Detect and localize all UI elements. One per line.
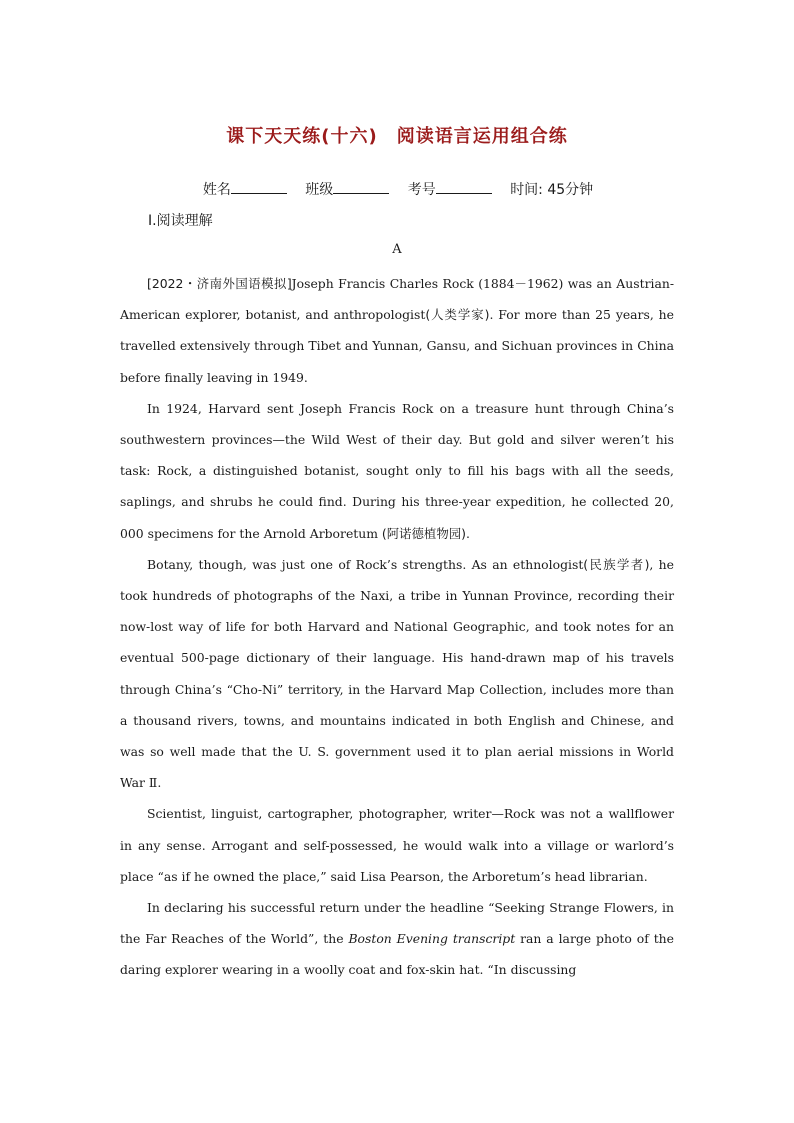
paragraph-3-text-a: Botany, though, was just one of Rock’s strengths. As an ethnologist <box>147 556 584 572</box>
paragraph-5-text-a: In declaring his successful return under the headline “Seeking Strange Flowers, in the Far Reaches of the World”, the <box>120 900 674 947</box>
paragraph-2-text-b: . <box>465 525 470 541</box>
exam-number-label: 考号 <box>407 182 436 198</box>
passage-label: A <box>392 242 402 257</box>
class-label: 班级 <box>305 182 334 198</box>
passage-body <box>120 268 674 986</box>
paragraph-3 <box>120 549 674 799</box>
annotation: (民族学者) <box>583 556 650 572</box>
exam-number-blank[interactable] <box>436 179 492 194</box>
student-info-line <box>0 179 794 199</box>
time-limit: 时间: 45分钟 <box>510 182 594 198</box>
section-heading: Ⅰ.阅读理解 <box>148 213 213 229</box>
paragraph-4: Scientist, linguist, cartographer, photographer, writer—Rock was not a wallflower in any sense. Arrogant and self-possessed, he would walk into a village or warlord’s place “as if he owned the place,” said Lisa Pearson, the Arboretum’s head librarian. <box>120 806 674 884</box>
name-label: 姓名 <box>202 182 231 198</box>
annotation: (人类学家) <box>425 307 490 323</box>
paragraph-5-text-b: ran a large photo of the daring explorer wearing in a woolly coat and fox-skin hat. “In discussing <box>120 931 674 978</box>
source-tag: [2022・济南外国语模拟] <box>147 276 292 291</box>
paragraph-5 <box>120 892 674 986</box>
paragraph-1-text-a: Joseph Francis Charles Rock (1884－1962) was an Austrian-American explorer, botanist, and anthropologist <box>120 276 675 323</box>
paragraph-2 <box>120 393 674 549</box>
paragraph-2-text-a: In 1924, Harvard sent Joseph Francis Rock on a treasure hunt through China’s southwestern provinces—the Wild West of their day. But gold and silver weren’t his task: Rock, a distinguished botanist, sought only to fill his bags with all the seeds, saplings, and shrubs he could find. During his three-year expedition, he collected 20, 000 specimens for the Arnold Arboretum <box>120 400 674 541</box>
paragraph-1-text-b: . For more than 25 years, he travelled extensively through Tibet and Yunnan, Gansu, and Sichuan provinces in China before finally leaving in 1949. <box>120 307 674 385</box>
class-blank[interactable] <box>333 179 389 194</box>
name-blank[interactable] <box>231 179 287 194</box>
page-title: 课下天天练(十六) 阅读语言运用组合练 <box>226 126 568 147</box>
paragraph-1 <box>120 268 674 393</box>
paragraph-3-text-b: , he took hundreds of photographs of the Naxi, a tribe in Yunnan Province, recording their now-lost way of life for both Harvard and National Geographic, and took notes for an eventual 500-page dictionary of their language. His hand-drawn map of his travels through China’s “Cho-Ni” territory, in the Harvard Map Collection, includes more than a thousand rivers, towns, and mountains indicated in both English and Chinese, and was so well made that the U. S. government used it to plan aerial missions in World War Ⅱ. <box>120 556 674 791</box>
newspaper-title: Boston Evening transcript <box>348 931 516 947</box>
annotation: (阿诺德植物园) <box>381 525 466 541</box>
